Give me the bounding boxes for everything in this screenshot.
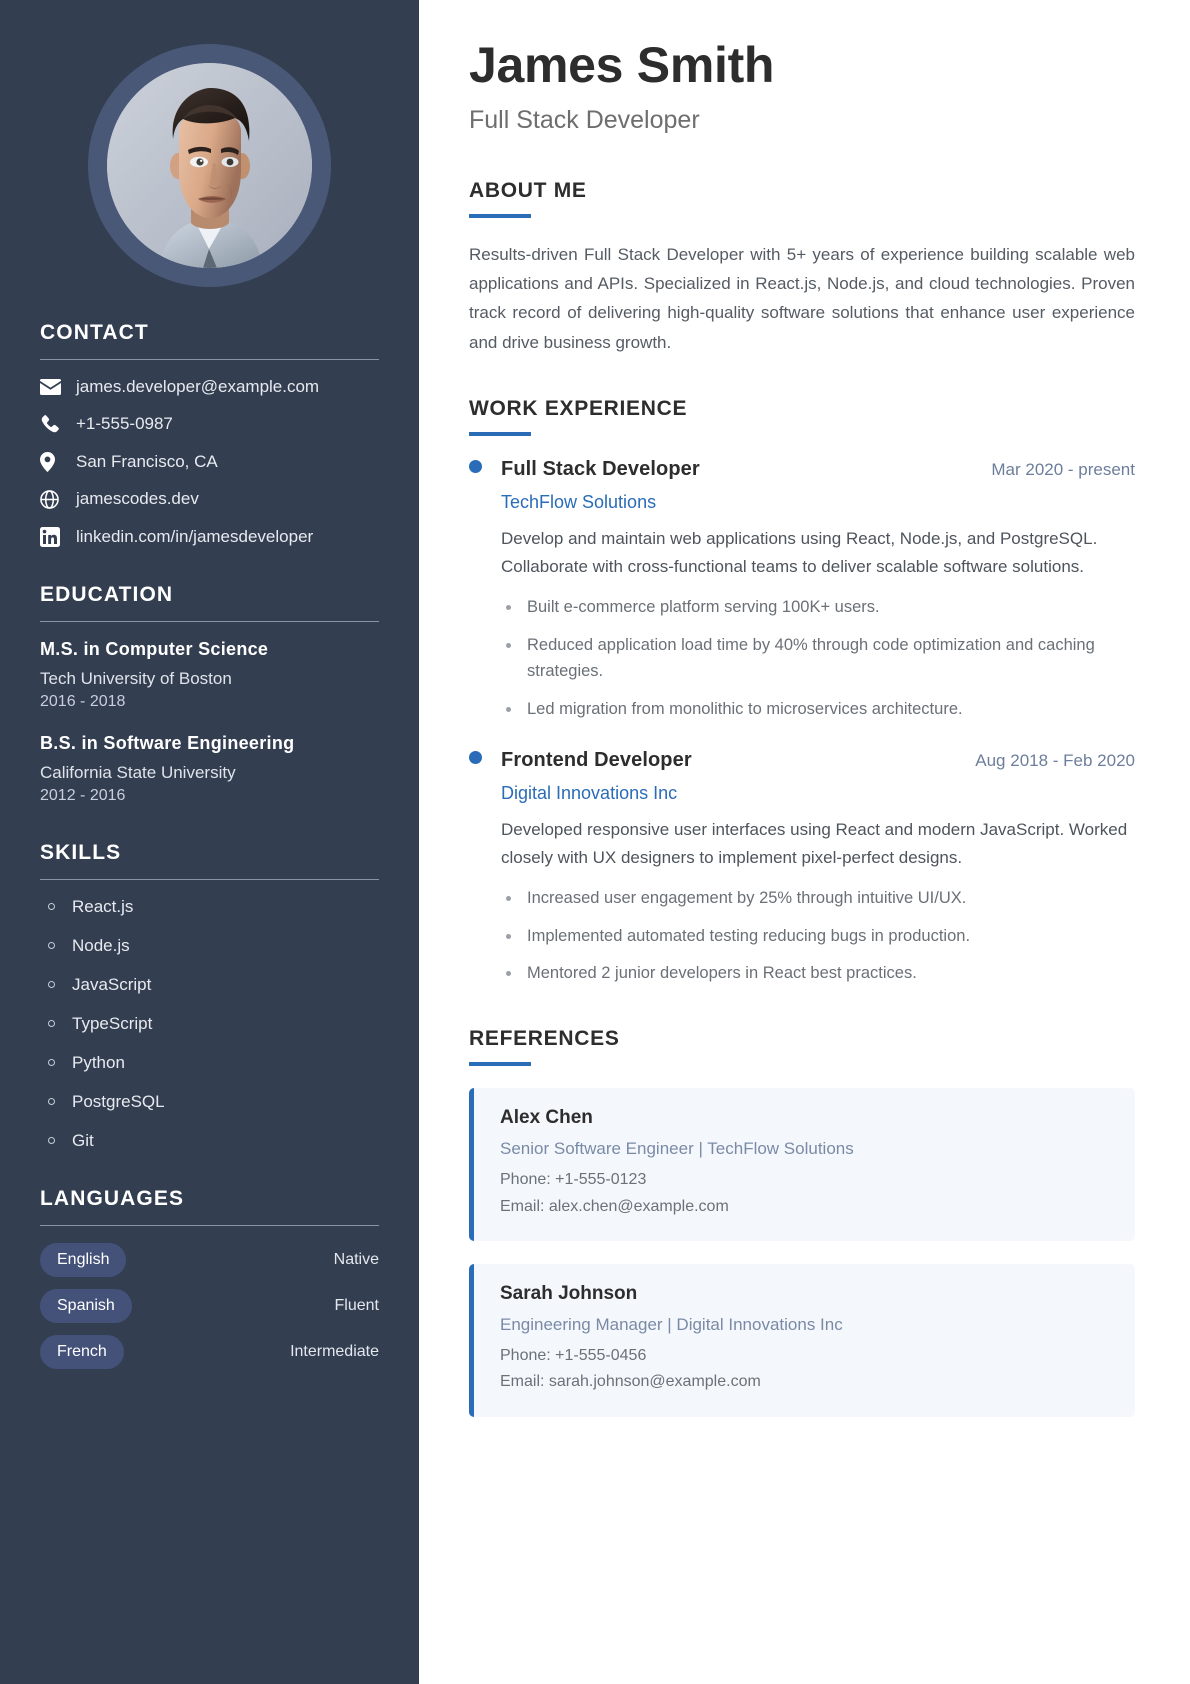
references-heading: REFERENCES: [469, 1027, 620, 1051]
skills-divider: [40, 879, 379, 880]
education-years: 2016 - 2018: [40, 692, 126, 710]
job-entry: [469, 749, 1135, 987]
list-item: Led migration from monolithic to microservices architecture.: [501, 696, 1135, 723]
reference-email: Email: sarah.johnson@example.com: [500, 1373, 761, 1391]
skill-label: JavaScript: [72, 974, 152, 994]
contact-heading: CONTACT: [40, 321, 149, 344]
avatar-ring: [88, 44, 331, 287]
education-years: 2012 - 2016: [40, 786, 126, 804]
skill-label: Python: [72, 1052, 125, 1072]
job-role-subtitle: Full Stack Developer: [469, 106, 700, 134]
education-item: [40, 639, 379, 711]
list-item: [40, 1289, 379, 1323]
work-heading: WORK EXPERIENCE: [469, 396, 688, 420]
contact-value-location: San Francisco, CA: [76, 451, 218, 471]
job-title: Full Stack Developer: [501, 457, 700, 480]
bullet-dot-icon: [469, 460, 482, 473]
about-accent-bar: [469, 214, 531, 218]
bullet-icon: [48, 903, 55, 910]
bullet-icon: [48, 1059, 55, 1066]
education-list: [40, 639, 379, 805]
references-accent-bar: [469, 1062, 531, 1066]
contact-item-phone[interactable]: [40, 414, 379, 434]
contact-list: [40, 377, 379, 547]
education-school: California State University: [40, 762, 236, 782]
contact-section: [40, 321, 379, 547]
bullet-icon: [48, 1137, 55, 1144]
globe-icon: [40, 490, 66, 509]
avatar: [107, 63, 312, 268]
language-level: Native: [333, 1250, 379, 1268]
reference-role: Engineering Manager | Digital Innovations Inc: [500, 1314, 843, 1334]
contact-item-website[interactable]: [40, 489, 379, 509]
avatar-container: [40, 0, 379, 321]
language-level: Intermediate: [290, 1342, 379, 1360]
references-section: [469, 1027, 1135, 1417]
list-item: Increased user engagement by 25% through intuitive UI/UX.: [501, 885, 1135, 912]
contact-item-location[interactable]: [40, 452, 379, 472]
list-item: [40, 936, 379, 956]
sidebar: [0, 0, 419, 1684]
skills-list: [40, 897, 379, 1151]
contact-item-linkedin[interactable]: [40, 527, 379, 547]
reference-role: Senior Software Engineer | TechFlow Solutions: [500, 1139, 854, 1159]
skill-label: Git: [72, 1130, 94, 1150]
about-heading: ABOUT ME: [469, 179, 587, 202]
work-experience-section: [469, 397, 1135, 987]
job-date: Mar 2020 - present: [991, 459, 1135, 479]
contact-value-linkedin: linkedin.com/in/jamesdeveloper: [76, 526, 314, 546]
linkedin-icon: [40, 527, 66, 547]
list-item: Reduced application load time by 40% through code optimization and caching strategies.: [501, 632, 1135, 685]
list-item: Mentored 2 junior developers in React best practices.: [501, 960, 1135, 987]
contact-value-phone: +1-555-0987: [76, 414, 173, 434]
list-item: Implemented automated testing reducing bugs in production.: [501, 923, 1135, 950]
main-content: [419, 0, 1190, 1684]
job-achievements: [501, 885, 1135, 987]
job-company: TechFlow Solutions: [501, 491, 657, 512]
reference-name: Sarah Johnson: [500, 1282, 638, 1304]
bullet-icon: [48, 1020, 55, 1027]
education-school: Tech University of Boston: [40, 668, 232, 688]
location-pin-icon: [40, 452, 66, 472]
language-pill: Spanish: [40, 1289, 132, 1323]
job-description: Developed responsive user interfaces using React and modern JavaScript. Worked closely with UX designers to implement pixel-perfect designs.: [501, 819, 1128, 868]
page-title: James Smith: [469, 37, 775, 93]
contact-value-website: jamescodes.dev: [76, 489, 199, 509]
bullet-icon: [48, 981, 55, 988]
skill-label: React.js: [72, 896, 134, 916]
list-item: [40, 1243, 379, 1277]
phone-icon: [40, 415, 66, 434]
languages-divider: [40, 1225, 379, 1226]
education-section: [40, 583, 379, 805]
reference-name: Alex Chen: [500, 1107, 593, 1129]
skill-label: Node.js: [72, 935, 130, 955]
list-item: [40, 1335, 379, 1369]
list-item: [40, 1092, 379, 1112]
reference-card: [469, 1264, 1135, 1417]
list-item: Built e-commerce platform serving 100K+ users.: [501, 594, 1135, 621]
skill-label: PostgreSQL: [72, 1091, 165, 1111]
languages-section: [40, 1187, 379, 1369]
education-degree: M.S. in Computer Science: [40, 638, 269, 659]
contact-value-email: james.developer@example.com: [76, 377, 320, 396]
list-item: [40, 897, 379, 917]
education-degree: B.S. in Software Engineering: [40, 732, 295, 753]
education-divider: [40, 621, 379, 622]
reference-phone: Phone: +1-555-0123: [500, 1171, 647, 1189]
job-company: Digital Innovations Inc: [501, 782, 678, 803]
job-achievements: [501, 594, 1135, 723]
list-item: [40, 975, 379, 995]
contact-divider: [40, 359, 379, 360]
reference-card: [469, 1088, 1135, 1241]
list-item: [40, 1131, 379, 1151]
education-heading: EDUCATION: [40, 582, 174, 606]
skills-section: [40, 841, 379, 1151]
work-accent-bar: [469, 432, 531, 436]
skills-heading: SKILLS: [40, 840, 122, 864]
language-pill: French: [40, 1335, 124, 1369]
contact-item-email[interactable]: [40, 377, 379, 397]
bullet-icon: [48, 942, 55, 949]
job-description: Develop and maintain web applications using React, Node.js, and PostgreSQL. Collaborate with cross-functional teams to deliver scalable software solutions.: [501, 528, 1098, 577]
languages-list: [40, 1243, 379, 1369]
reference-email: Email: alex.chen@example.com: [500, 1197, 729, 1215]
about-section: [469, 179, 1135, 357]
languages-heading: LANGUAGES: [40, 1186, 185, 1210]
language-pill: English: [40, 1243, 126, 1277]
bullet-icon: [48, 1098, 55, 1105]
job-header: [469, 749, 1135, 772]
job-title: Frontend Developer: [501, 748, 692, 771]
job-header: [469, 458, 1135, 481]
skill-label: TypeScript: [72, 1013, 153, 1033]
reference-phone: Phone: +1-555-0456: [500, 1346, 647, 1364]
bullet-dot-icon: [469, 751, 482, 764]
email-icon: [40, 379, 66, 395]
education-item: [40, 733, 379, 805]
list-item: [40, 1014, 379, 1034]
list-item: [40, 1053, 379, 1073]
job-entry: [469, 458, 1135, 723]
job-date: Aug 2018 - Feb 2020: [975, 750, 1135, 770]
about-text: Results-driven Full Stack Developer with 5+ years of experience building scalable web applications and APIs. Specialized in React.js, Node.js, and cloud technologies. Proven track record of delivering high-quality software solutions that enhance user experience and drive business growth.: [469, 245, 1135, 352]
language-level: Fluent: [334, 1296, 379, 1314]
